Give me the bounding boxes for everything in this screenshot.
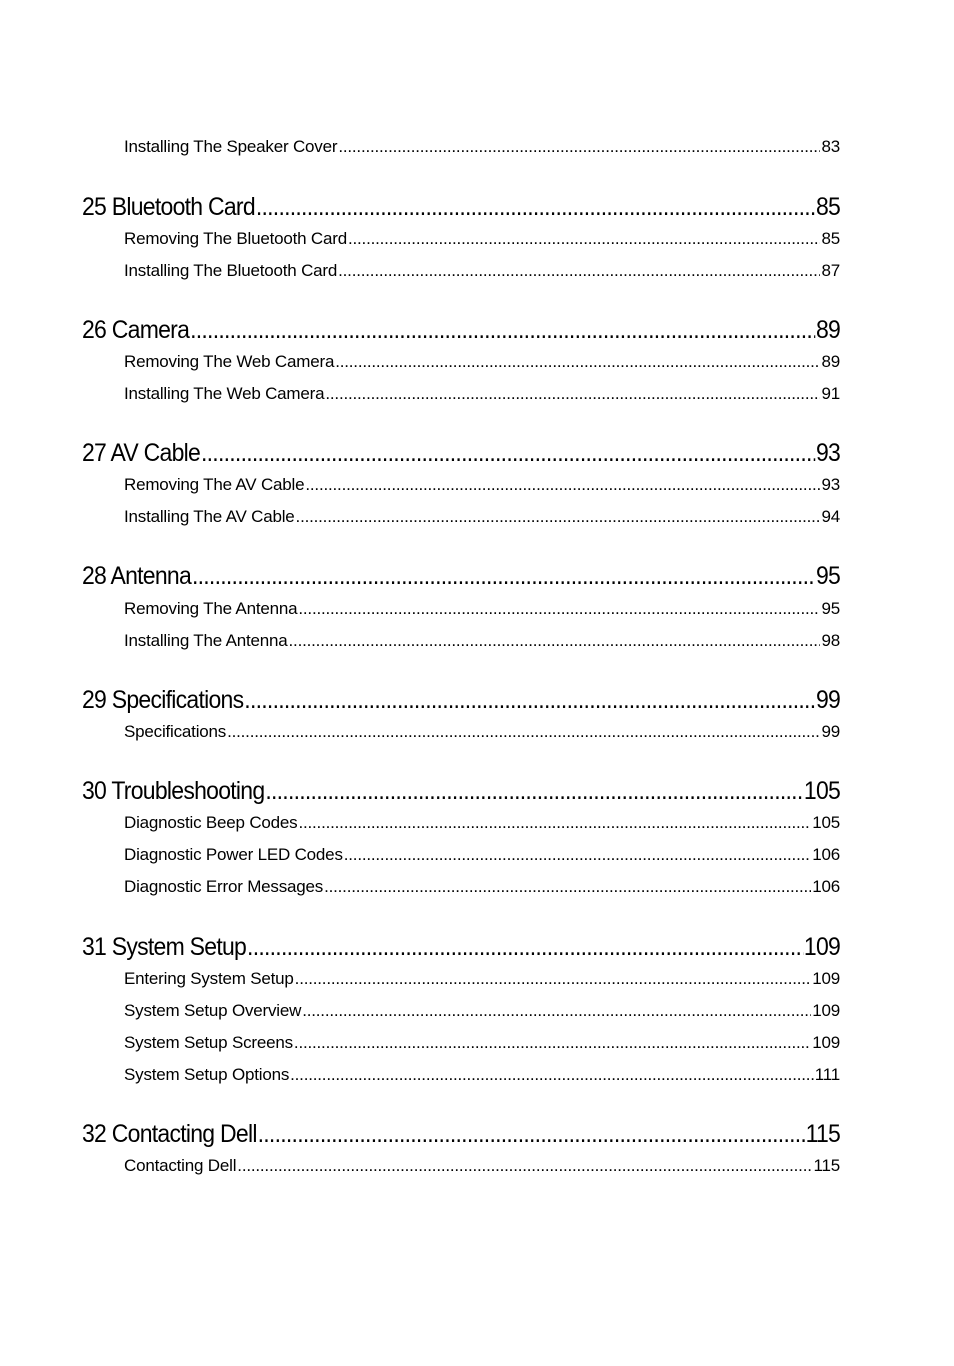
toc-chapter-entry[interactable] — [82, 775, 840, 807]
toc-entry-title: Diagnostic Beep Codes — [124, 813, 298, 832]
toc-entry-title: Removing The Bluetooth Card — [124, 229, 347, 248]
toc-page-number: 115 — [813, 1156, 840, 1175]
toc-dot-leader — [265, 775, 803, 807]
toc-chapter-entry[interactable] — [82, 314, 840, 346]
toc-page-number: 91 — [821, 384, 840, 403]
toc-chapter-entry[interactable] — [82, 1118, 840, 1150]
toc-dot-leader — [325, 383, 820, 405]
toc-entry-title: Installing The Antenna — [124, 631, 288, 650]
toc-entry-title: 25 Bluetooth Card — [82, 193, 255, 221]
toc-page-number: 109 — [812, 1001, 840, 1020]
toc-dot-leader — [294, 1032, 811, 1054]
toc-section-entry[interactable] — [124, 260, 840, 282]
toc-page-number: 109 — [803, 933, 841, 961]
toc-dot-leader — [237, 1155, 812, 1177]
toc-page-number: 93 — [815, 439, 841, 467]
toc-chapter-entry[interactable] — [82, 931, 840, 963]
toc-section-entry[interactable] — [124, 228, 840, 250]
toc-entry-title: Installing The Speaker Cover — [124, 137, 338, 156]
toc-section-entry[interactable] — [124, 1032, 840, 1054]
toc-entry-title: System Setup Screens — [124, 1033, 293, 1052]
toc-dot-leader — [324, 876, 811, 898]
toc-page-number: 109 — [812, 969, 840, 988]
toc-dot-leader — [305, 474, 820, 496]
toc-entry-title: 29 Specifications — [82, 686, 244, 714]
toc-page-number: 94 — [821, 507, 840, 526]
toc-page-number: 89 — [815, 316, 841, 344]
toc-section-entry[interactable] — [124, 1000, 840, 1022]
toc-page-number: 89 — [821, 352, 840, 371]
toc-page-number: 85 — [815, 193, 841, 221]
toc-entry-title: System Setup Options — [124, 1065, 290, 1084]
toc-page-number: 98 — [821, 631, 840, 650]
toc-section-entry[interactable] — [124, 630, 840, 652]
toc-dot-leader — [302, 1000, 811, 1022]
toc-dot-leader — [335, 351, 820, 373]
toc-dot-leader — [338, 136, 820, 158]
toc-dot-leader — [298, 812, 811, 834]
toc-section-entry[interactable] — [124, 1155, 840, 1177]
toc-dot-leader — [244, 684, 815, 716]
toc-section-entry[interactable] — [124, 351, 840, 373]
toc-dot-leader — [338, 260, 820, 282]
toc-section-entry[interactable] — [124, 876, 840, 898]
toc-page-number: 95 — [815, 562, 841, 590]
toc-section-entry[interactable] — [124, 136, 840, 158]
toc-section-entry[interactable] — [124, 968, 840, 990]
toc-entry-title: 30 Troubleshooting — [82, 777, 265, 805]
toc-page-number: 111 — [814, 1065, 840, 1084]
toc-entry-title: Removing The AV Cable — [124, 475, 305, 494]
toc-page-number: 83 — [821, 137, 840, 156]
toc-section-entry[interactable] — [124, 506, 840, 528]
toc-section-entry[interactable] — [124, 1064, 840, 1086]
toc-dot-leader — [289, 630, 821, 652]
toc-page-number: 106 — [812, 845, 840, 864]
toc-dot-leader — [296, 506, 821, 528]
toc-dot-leader — [192, 560, 815, 592]
toc-chapter-entry[interactable] — [82, 684, 840, 716]
toc-entry-title: Diagnostic Error Messages — [124, 877, 324, 896]
toc-page-number: 106 — [812, 877, 840, 896]
table-of-contents — [82, 0, 840, 1366]
toc-section-entry[interactable] — [124, 812, 840, 834]
toc-entry-title: Entering System Setup — [124, 969, 294, 988]
toc-dot-leader — [227, 721, 820, 743]
toc-page-number: 109 — [812, 1033, 840, 1052]
toc-entry-title: 31 System Setup — [82, 933, 247, 961]
toc-dot-leader — [256, 191, 815, 223]
toc-entry-title: Removing The Web Camera — [124, 352, 335, 371]
toc-page-number: 99 — [815, 686, 841, 714]
toc-page-number: 87 — [821, 261, 840, 280]
toc-entry-title: Installing The Bluetooth Card — [124, 261, 338, 280]
toc-entry-title: Diagnostic Power LED Codes — [124, 845, 343, 864]
toc-chapter-entry[interactable] — [82, 191, 840, 223]
toc-dot-leader — [190, 314, 815, 346]
toc-page-number: 105 — [812, 813, 840, 832]
toc-entry-title: 27 AV Cable — [82, 439, 201, 467]
toc-dot-leader — [247, 931, 803, 963]
toc-dot-leader — [258, 1118, 805, 1150]
toc-page-number: 95 — [821, 599, 840, 618]
toc-entry-title: 26 Camera — [82, 316, 190, 344]
toc-page-number: 115 — [805, 1120, 841, 1148]
toc-entry-title: Specifications — [124, 722, 227, 741]
toc-page-number: 93 — [821, 475, 840, 494]
toc-entry-title: Contacting Dell — [124, 1156, 237, 1175]
toc-entry-title: 32 Contacting Dell — [82, 1120, 257, 1148]
toc-page-number: 105 — [803, 777, 841, 805]
toc-section-entry[interactable] — [124, 474, 840, 496]
toc-dot-leader — [201, 437, 815, 469]
toc-dot-leader — [344, 844, 811, 866]
toc-section-entry[interactable] — [124, 844, 840, 866]
toc-dot-leader — [295, 968, 812, 990]
toc-section-entry[interactable] — [124, 598, 840, 620]
toc-page-number: 85 — [821, 229, 840, 248]
toc-dot-leader — [298, 598, 820, 620]
toc-entry-title: System Setup Overview — [124, 1001, 302, 1020]
toc-chapter-entry[interactable] — [82, 437, 840, 469]
toc-entry-title: 28 Antenna — [82, 562, 192, 590]
toc-page-number: 99 — [821, 722, 840, 741]
toc-chapter-entry[interactable] — [82, 560, 840, 592]
toc-dot-leader — [290, 1064, 814, 1086]
toc-section-entry[interactable] — [124, 383, 840, 405]
toc-entry-title: Installing The Web Camera — [124, 384, 325, 403]
toc-entry-title: Installing The AV Cable — [124, 507, 295, 526]
toc-dot-leader — [348, 228, 821, 250]
toc-section-entry[interactable] — [124, 721, 840, 743]
toc-entry-title: Removing The Antenna — [124, 599, 298, 618]
